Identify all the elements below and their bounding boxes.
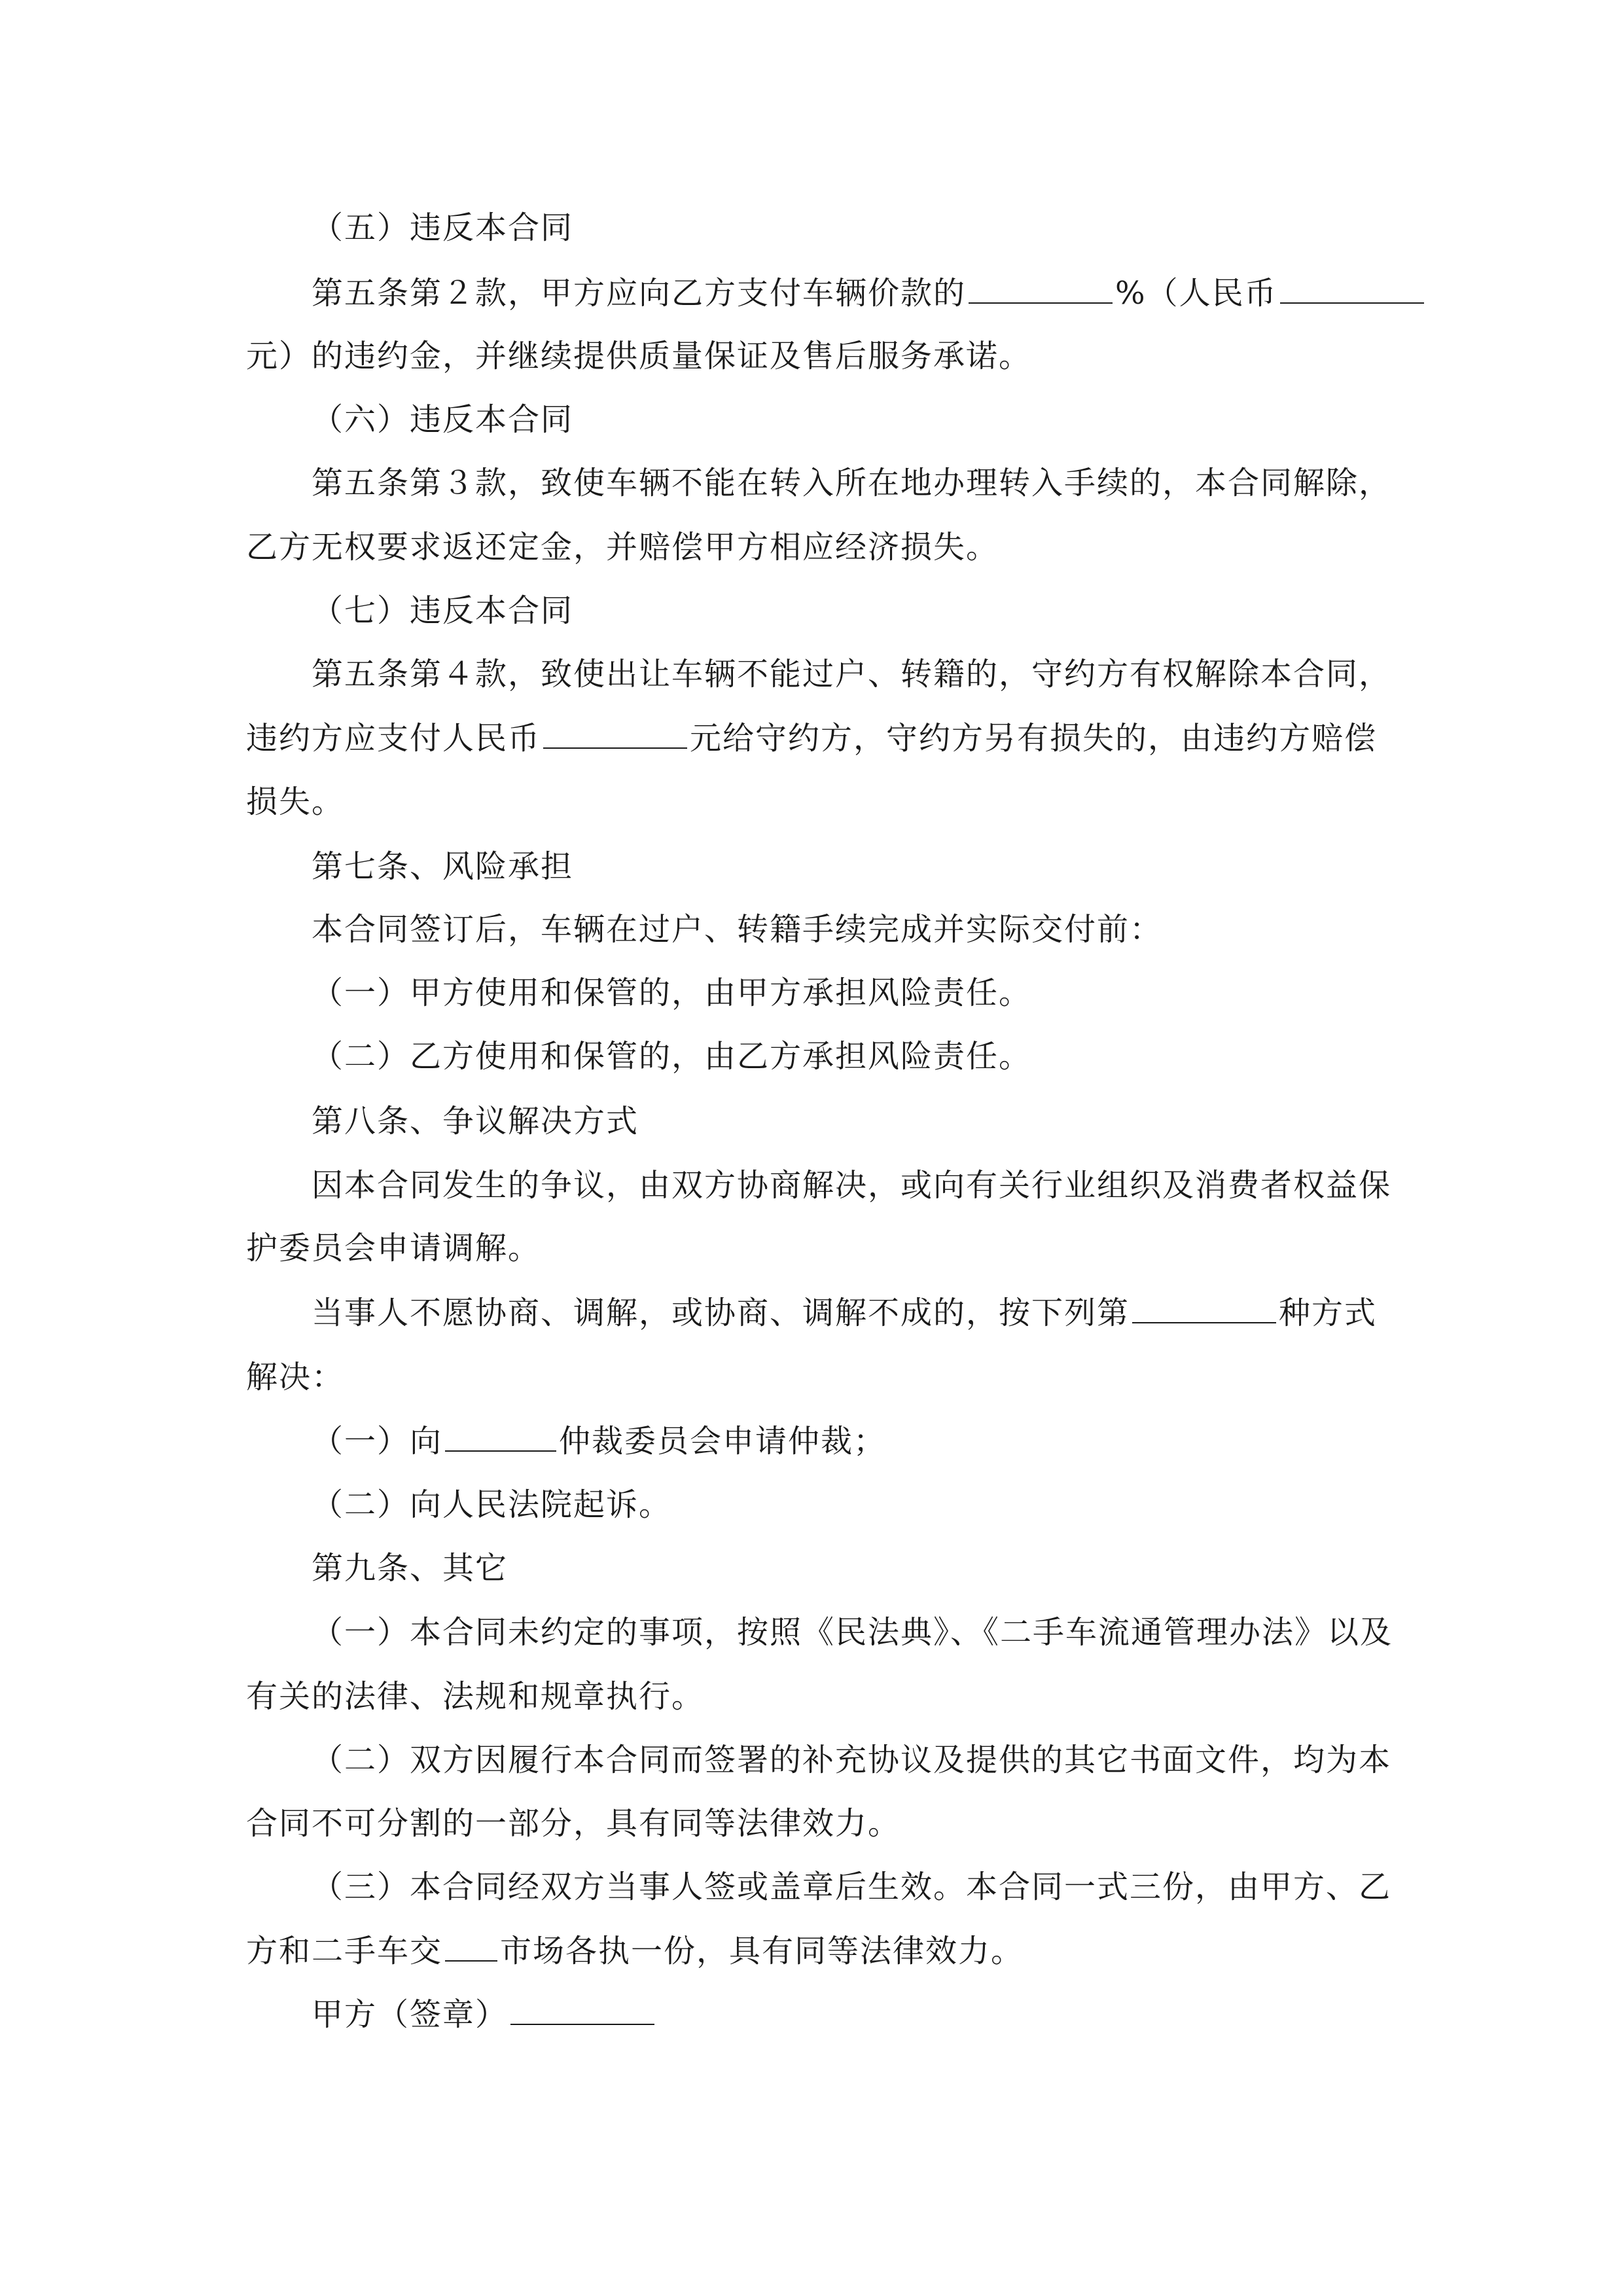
article-8-title: 第八条、争议解决方式 bbox=[312, 1103, 639, 1139]
rmb-amount-blank[interactable] bbox=[1280, 274, 1424, 304]
article-7-intro: 本合同签订后，车辆在过户、转籍手续完成并实际交付前： bbox=[312, 911, 1163, 948]
article-7-title: 第七条、风险承担 bbox=[312, 848, 574, 885]
clause-7-line-1: 第五条第４款，致使出让车辆不能过户、转籍的，守约方有权解除本合同， bbox=[312, 656, 1392, 692]
clause-5-line-1 bbox=[312, 274, 1450, 313]
party-a-signature-blank[interactable] bbox=[510, 1995, 654, 2025]
article-8-item-1 bbox=[312, 1422, 1450, 1461]
article-9-item-2-line-1: （二）双方因履行本合同而签署的补充协议及提供的其它书面文件，均为本 bbox=[312, 1742, 1392, 1778]
article-9-item-3-text-a: 方和二手车交 bbox=[246, 1933, 443, 1969]
article-9-item-2-line-2: 合同不可分割的一部分，具有同等法律效力。 bbox=[246, 1805, 901, 1842]
clause-5-heading: （五）违反本合同 bbox=[312, 209, 574, 246]
article-9-item-3-text-b: 市场各执一份，具有同等法律效力。 bbox=[500, 1933, 1024, 1969]
article-9-title: 第九条、其它 bbox=[312, 1550, 508, 1587]
article-8-para-1-line-2: 护委员会申请调解。 bbox=[246, 1230, 541, 1266]
clause-7-line-2 bbox=[246, 719, 1385, 758]
article-8-item-1-text-b: 仲裁委员会申请仲裁； bbox=[559, 1423, 887, 1460]
article-9-item-3-line-1: （三）本合同经双方当事人签或盖章后生效。本合同一式三份，由甲方、乙 bbox=[312, 1869, 1392, 1905]
party-a-signature-label: 甲方（签章） bbox=[312, 1996, 508, 2033]
clause-7-heading: （七）违反本合同 bbox=[312, 592, 574, 629]
market-name-blank[interactable] bbox=[445, 1931, 497, 1962]
article-8-text-a: 当事人不愿协商、调解，或协商、调解不成的，按下列第 bbox=[312, 1295, 1130, 1331]
article-8-item-1-text-a: （一）向 bbox=[312, 1423, 443, 1460]
article-8-text-b: 种方式 bbox=[1279, 1295, 1378, 1331]
article-7-item-2: （二）乙方使用和保管的，由乙方承担风险责任。 bbox=[312, 1038, 1032, 1075]
article-8-item-2: （二）向人民法院起诉。 bbox=[312, 1486, 672, 1523]
arbitration-committee-blank[interactable] bbox=[445, 1422, 556, 1452]
clause-7-text-b: 元给守约方，守约方另有损失的，由违约方赔偿 bbox=[690, 720, 1378, 757]
article-8-para-1-line-1: 因本合同发生的争议，由双方协商解决，或向有关行业组织及消费者权益保 bbox=[312, 1167, 1392, 1204]
article-8-para-2-line-2: 解决： bbox=[246, 1359, 345, 1395]
clause-7-line-3: 损失。 bbox=[246, 783, 345, 820]
article-9-item-3-line-2 bbox=[246, 1931, 1385, 1971]
clause-5-text-a: 第五条第２款，甲方应向乙方支付车辆价款的 bbox=[312, 275, 967, 312]
article-8-para-2-line-1 bbox=[312, 1293, 1450, 1333]
clause-7-text-a: 违约方应支付人民币 bbox=[246, 720, 541, 757]
clause-5-line-2: 元）的违约金，并继续提供质量保证及售后服务承诺。 bbox=[246, 338, 1032, 374]
clause-6-line-1: 第五条第３款，致使车辆不能在转入所在地办理转入手续的，本合同解除， bbox=[312, 465, 1392, 501]
clause-5-text-b: %（人民币 bbox=[1115, 275, 1277, 312]
party-a-signature-line bbox=[312, 1995, 1450, 2034]
clause-6-line-2: 乙方无权要求返还定金，并赔偿甲方相应经济损失。 bbox=[246, 529, 999, 565]
article-9-item-1-line-2: 有关的法律、法规和规章执行。 bbox=[246, 1678, 705, 1715]
article-9-item-1-line-1: （一）本合同未约定的事项，按照《民法典》、《二手车流通管理办法》以及 bbox=[312, 1614, 1393, 1651]
article-7-item-1: （一）甲方使用和保管的，由甲方承担风险责任。 bbox=[312, 975, 1032, 1011]
penalty-amount-blank[interactable] bbox=[543, 719, 687, 749]
method-choice-blank[interactable] bbox=[1132, 1293, 1276, 1323]
clause-6-heading: （六）违反本合同 bbox=[312, 401, 574, 438]
percent-blank[interactable] bbox=[969, 274, 1113, 304]
